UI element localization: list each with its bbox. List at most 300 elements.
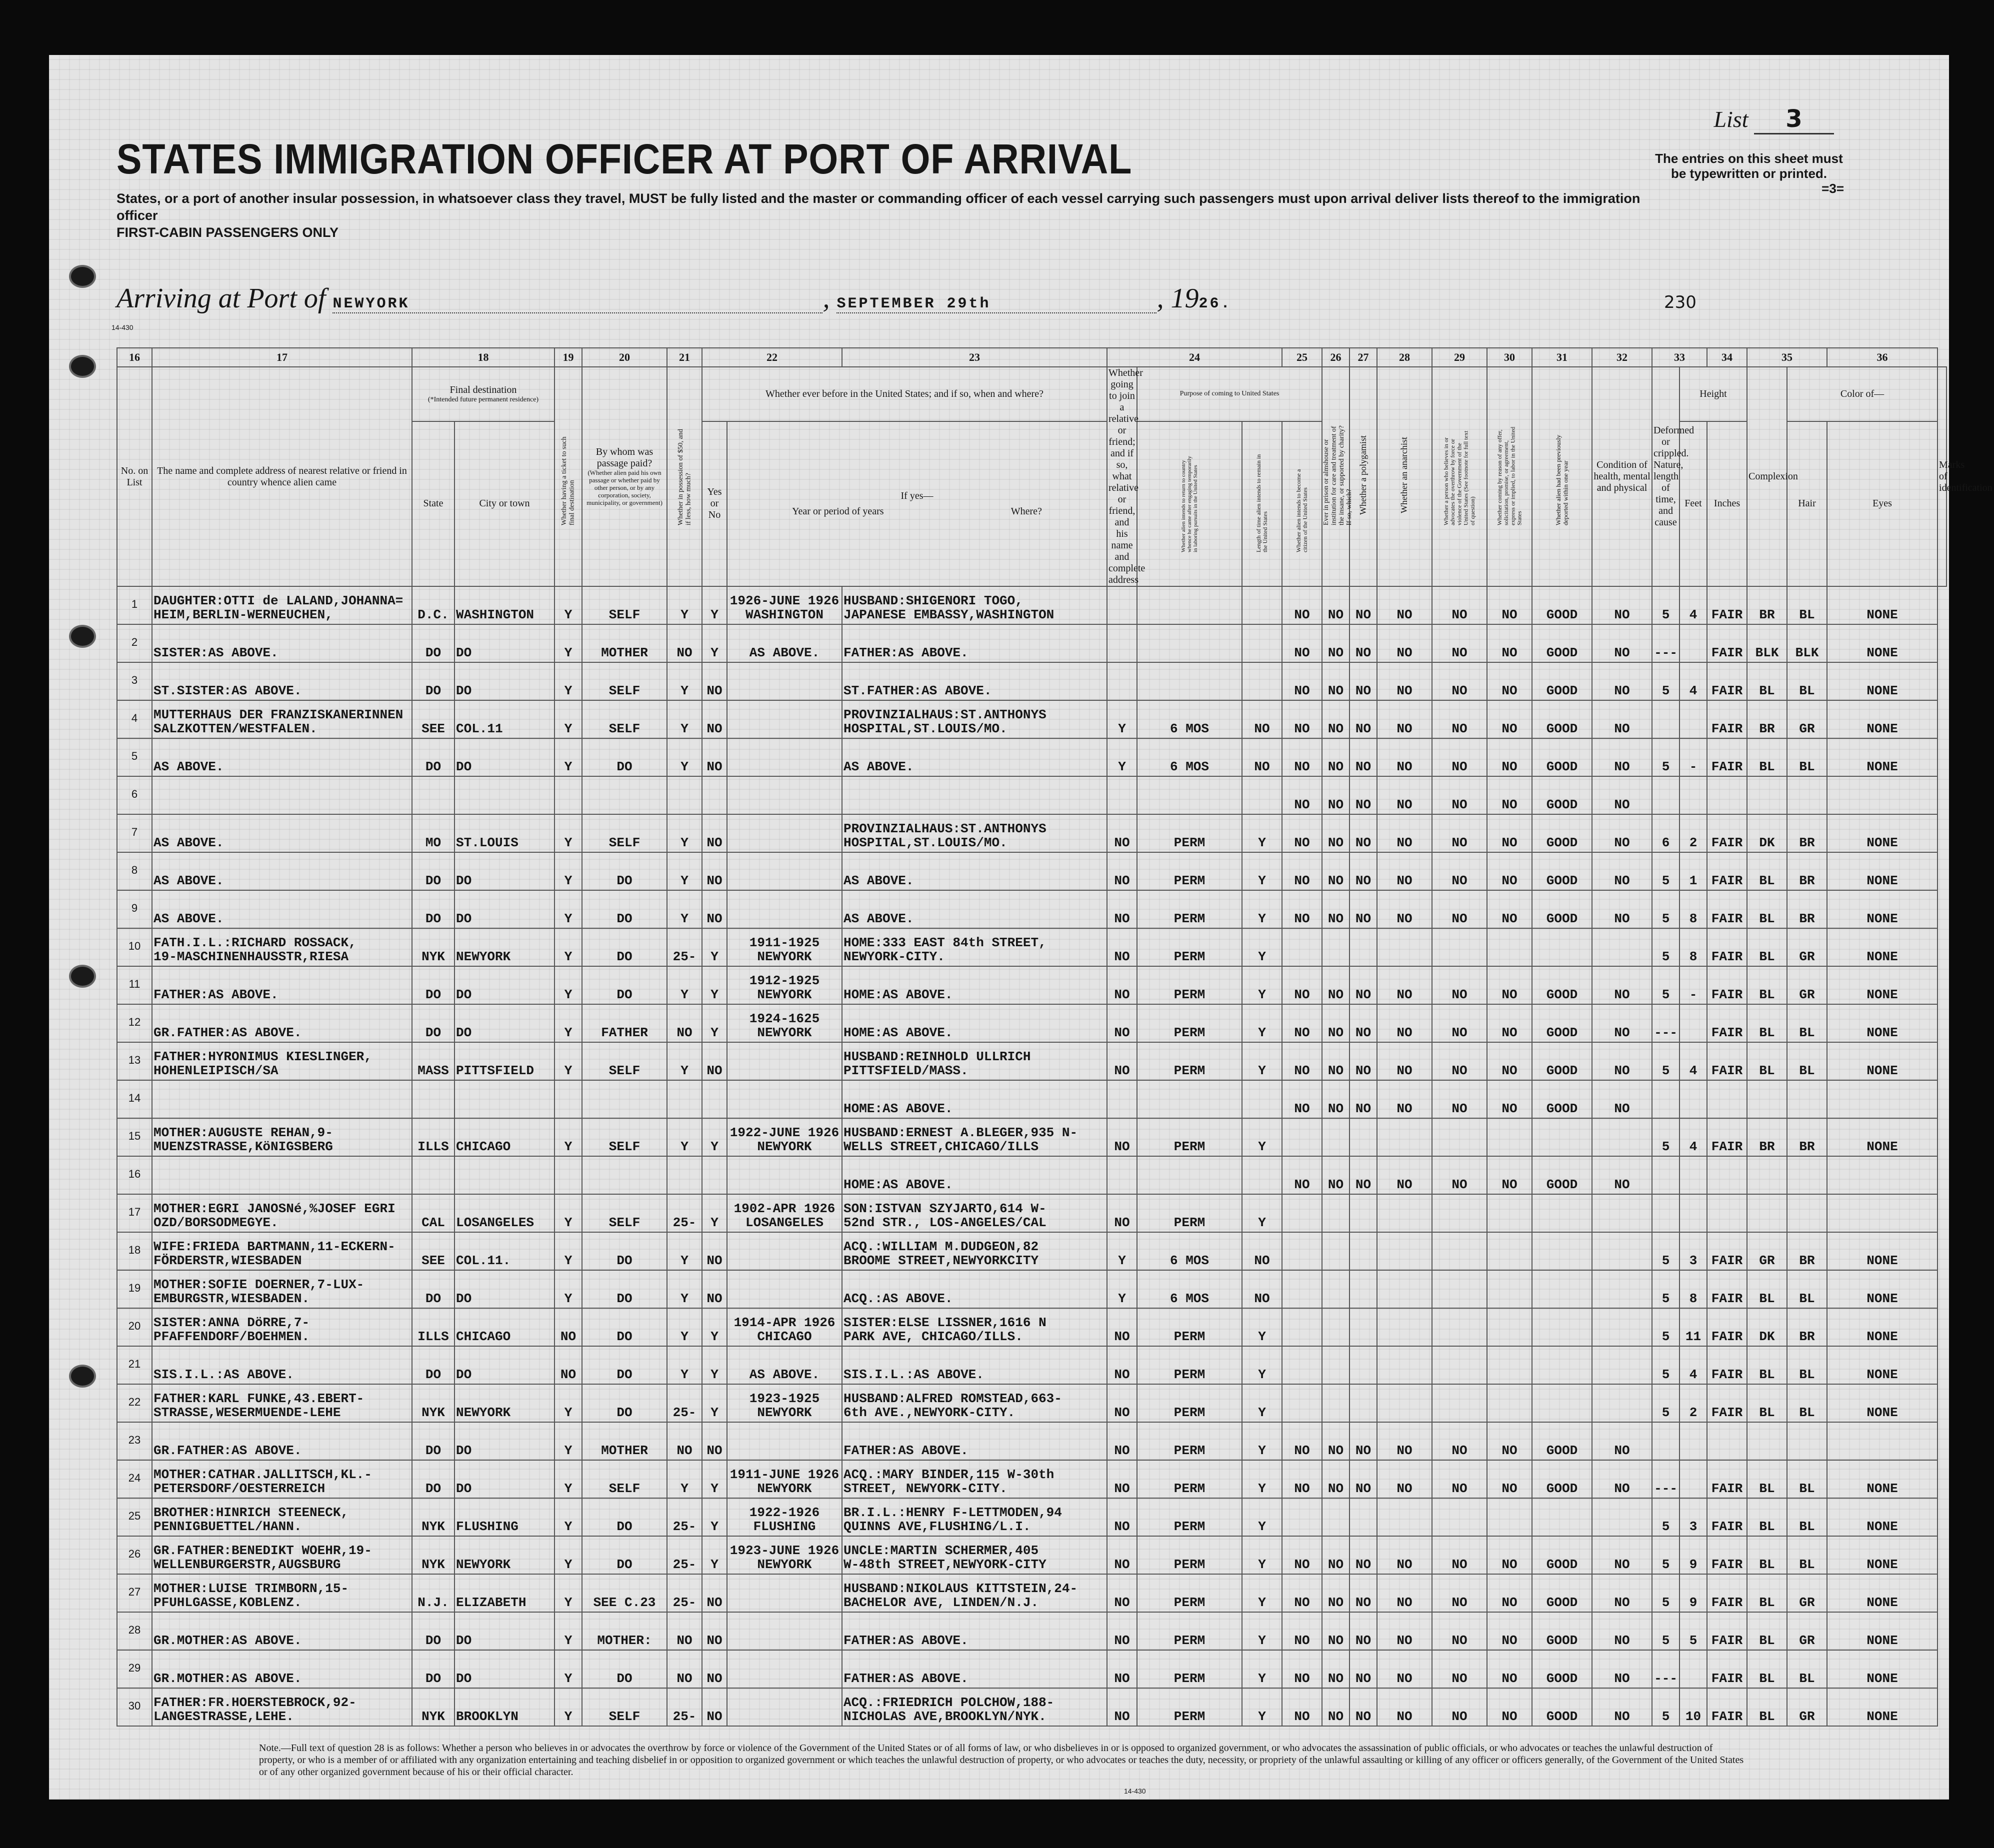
relative-cell: DAUGHTER:OTTI de LALAND,JOHANNA= HEIM,BERLIN-WERNEUCHEN, — [152, 586, 412, 624]
before-in-us-cell: Y — [702, 586, 727, 624]
years-cell — [727, 700, 842, 738]
passage-paid-cell: SELF — [582, 1042, 667, 1080]
joining-cell: ACQ.:AS ABOVE. — [842, 1270, 1107, 1308]
anarchist-cell: NO — [1350, 776, 1377, 814]
city-cell — [454, 1080, 554, 1118]
col-header-hair: Hair — [1787, 421, 1827, 586]
purpose-length-cell: PERM — [1137, 1688, 1242, 1726]
contract-header-text: Whether coming by reason of any offer, solicitation, promise, or agreement, express or implied, to labor in the United States — [1496, 426, 1523, 525]
year-period-label: Year or period of years — [792, 505, 884, 517]
years-cell — [727, 1460, 842, 1498]
col-header-purpose-citizen — [1282, 421, 1322, 586]
anarchist-cell: NO — [1350, 890, 1377, 928]
joining-cell — [842, 776, 1107, 814]
height-feet-cell: 5 — [1652, 1574, 1680, 1612]
years-cell — [727, 814, 842, 852]
relative-cell: ST.SISTER:AS ABOVE. — [152, 662, 412, 700]
height-inches-cell — [1680, 1460, 1707, 1498]
years-cell — [727, 1156, 842, 1194]
years-cell — [727, 966, 842, 1004]
deformed-cell — [1592, 1384, 1652, 1422]
contract-labor-cell: NO — [1432, 1042, 1487, 1080]
hair-cell: BR — [1747, 586, 1787, 624]
eyes-cell: BL — [1787, 738, 1827, 776]
column-number: 34 — [1707, 348, 1747, 367]
before-in-us-cell: NO — [702, 738, 727, 776]
city-cell: DO — [454, 890, 554, 928]
deformed-cell: NO — [1592, 1650, 1652, 1688]
purpose-citizen-cell: Y — [1242, 1422, 1282, 1460]
polygamist-cell: NO — [1322, 738, 1350, 776]
health-cell — [1532, 1308, 1592, 1346]
table-row — [117, 1118, 1946, 1156]
deported-cell — [1487, 1384, 1532, 1422]
contract-labor-cell: NO — [1432, 1612, 1487, 1650]
overthrow-cell: NO — [1377, 1042, 1432, 1080]
overthrow-cell: NO — [1377, 1536, 1432, 1574]
purpose-citizen-cell: Y — [1242, 1042, 1282, 1080]
row-number: 25 — [117, 1498, 152, 1536]
hair-cell: BL — [1747, 1688, 1787, 1726]
complexion-cell — [1707, 1422, 1747, 1460]
passage-paid-cell: DO — [582, 1536, 667, 1574]
ticket-cell: Y — [554, 1688, 582, 1726]
complexion-cell — [1707, 1194, 1747, 1232]
prison-cell: NO — [1282, 1612, 1322, 1650]
col-header-contract-labor — [1487, 367, 1532, 586]
height-feet-cell: 5 — [1652, 1536, 1680, 1574]
purpose-citizen-cell: Y — [1242, 852, 1282, 890]
deported-cell: NO — [1487, 738, 1532, 776]
anarchist-cell: NO — [1350, 1004, 1377, 1042]
row-number: 6 — [117, 776, 152, 814]
before-in-us-cell: NO — [702, 1574, 727, 1612]
relative-cell: BROTHER:HINRICH STEENECK, PENNIGBUETTEL/HANN. — [152, 1498, 412, 1536]
years-cell — [727, 1194, 842, 1232]
complexion-cell: FAIR — [1707, 1346, 1747, 1384]
deformed-cell — [1592, 1498, 1652, 1536]
state-cell — [412, 776, 454, 814]
marks-cell: NONE — [1827, 1042, 1938, 1080]
deformed-cell: NO — [1592, 1460, 1652, 1498]
purpose-length-cell: PERM — [1137, 1384, 1242, 1422]
table-row — [117, 1308, 1946, 1346]
prison-cell — [1282, 1384, 1322, 1422]
eyes-cell: GR — [1787, 1688, 1827, 1726]
relative-cell: AS ABOVE. — [152, 814, 412, 852]
passage-paid-cell — [582, 1080, 667, 1118]
passage-paid-cell — [582, 776, 667, 814]
health-cell: GOOD — [1532, 1574, 1592, 1612]
city-cell: DO — [454, 1460, 554, 1498]
before-in-us-cell: Y — [702, 1346, 727, 1384]
hair-cell: DK — [1747, 1308, 1787, 1346]
where-value: NEWYORK — [757, 1557, 812, 1572]
table-row — [117, 1422, 1946, 1460]
purpose-return-cell — [1107, 586, 1137, 624]
eyes-cell: BR — [1787, 852, 1827, 890]
passage-paid-cell: SELF — [582, 700, 667, 738]
col-header-relative: The name and complete address of nearest relative or friend in country whence alien came — [152, 367, 412, 586]
prison-cell — [1282, 1232, 1322, 1270]
prison-cell: NO — [1282, 1422, 1322, 1460]
purpose-length-cell: PERM — [1137, 1650, 1242, 1688]
years-cell — [727, 1346, 842, 1384]
prison-cell: NO — [1282, 966, 1322, 1004]
overthrow-cell — [1377, 1118, 1432, 1156]
height-feet-cell: 6 — [1652, 814, 1680, 852]
ticket-cell: Y — [554, 624, 582, 662]
fifty-dollars-cell: 25- — [667, 1536, 702, 1574]
complexion-cell — [1707, 1080, 1747, 1118]
complexion-cell: FAIR — [1707, 852, 1747, 890]
city-cell: ELIZABETH — [454, 1574, 554, 1612]
purpose-return-cell: NO — [1107, 890, 1137, 928]
complexion-cell: FAIR — [1707, 1308, 1747, 1346]
col-header-passage — [582, 367, 667, 586]
passage-paid-cell: SELF — [582, 1460, 667, 1498]
state-cell — [412, 1080, 454, 1118]
polygamist-cell — [1322, 1346, 1350, 1384]
health-cell: GOOD — [1532, 1422, 1592, 1460]
state-cell: DO — [412, 852, 454, 890]
contract-labor-cell: NO — [1432, 966, 1487, 1004]
joining-cell: HUSBAND:ERNEST A.BLEGER,935 N- WELLS STREET,CHICAGO/ILLS — [842, 1118, 1107, 1156]
purpose-citizen-cell: Y — [1242, 1612, 1282, 1650]
deformed-cell — [1592, 1118, 1652, 1156]
purpose-length-cell — [1137, 624, 1242, 662]
city-cell — [454, 1156, 554, 1194]
before-in-us-cell: Y — [702, 1460, 727, 1498]
joining-cell: ST.FATHER:AS ABOVE. — [842, 662, 1107, 700]
passage-paid-cell: SELF — [582, 814, 667, 852]
where-value: NEWYORK — [757, 1139, 812, 1154]
before-in-us-cell: NO — [702, 700, 727, 738]
polygamist-cell: NO — [1322, 662, 1350, 700]
ticket-cell — [554, 1080, 582, 1118]
punch-hole — [69, 625, 96, 648]
joining-cell: HOME:AS ABOVE. — [842, 1156, 1107, 1194]
col-header-polygamist — [1350, 367, 1377, 586]
anarchist-cell: NO — [1350, 1536, 1377, 1574]
eyes-cell: BR — [1787, 814, 1827, 852]
marks-cell: NONE — [1827, 1004, 1938, 1042]
complexion-cell: FAIR — [1707, 1612, 1747, 1650]
deported-cell — [1487, 1232, 1532, 1270]
column-number: 26 — [1322, 348, 1350, 367]
city-cell: COL.11 — [454, 700, 554, 738]
passage-paid-cell: DO — [582, 1270, 667, 1308]
before-in-us-cell: Y — [702, 928, 727, 966]
deported-cell: NO — [1487, 1422, 1532, 1460]
health-cell: GOOD — [1532, 624, 1592, 662]
complexion-cell — [1707, 1156, 1747, 1194]
city-cell: DO — [454, 966, 554, 1004]
prison-cell — [1282, 1270, 1322, 1308]
years-cell — [727, 1536, 842, 1574]
before-in-us-cell: NO — [702, 1422, 727, 1460]
health-cell: GOOD — [1532, 1042, 1592, 1080]
purpose-length-cell: PERM — [1137, 1536, 1242, 1574]
overthrow-cell: NO — [1377, 1460, 1432, 1498]
passage-paid-cell: MOTHER — [582, 1422, 667, 1460]
city-cell: NEWYORK — [454, 1384, 554, 1422]
purpose-length-cell: PERM — [1137, 1498, 1242, 1536]
city-cell: DO — [454, 1650, 554, 1688]
contract-labor-cell: NO — [1432, 1080, 1487, 1118]
health-cell: GOOD — [1532, 1536, 1592, 1574]
col-header-if-yes — [727, 421, 1107, 586]
where-value: FLUSHING — [753, 1519, 816, 1534]
final-destination-note: (*Intended future permanent residence) — [428, 395, 539, 403]
overthrow-cell: NO — [1377, 700, 1432, 738]
height-feet-cell — [1652, 1194, 1680, 1232]
marks-cell: NONE — [1827, 890, 1938, 928]
hair-cell: DK — [1747, 814, 1787, 852]
fifty-dollars-cell — [667, 776, 702, 814]
anarchist-cell: NO — [1350, 1612, 1377, 1650]
contract-labor-cell: NO — [1432, 662, 1487, 700]
marks-cell: NONE — [1827, 1270, 1938, 1308]
passage-paid-cell: DO — [582, 852, 667, 890]
complexion-cell: FAIR — [1707, 1688, 1747, 1726]
hair-cell: BL — [1747, 738, 1787, 776]
polygamist-cell: NO — [1322, 1156, 1350, 1194]
purpose-length-cell: PERM — [1137, 852, 1242, 890]
height-feet-cell: 5 — [1652, 662, 1680, 700]
column-number-row — [117, 348, 1946, 367]
height-feet-cell: 5 — [1652, 1042, 1680, 1080]
table-row — [117, 1004, 1946, 1042]
deformed-cell — [1592, 1308, 1652, 1346]
contract-labor-cell — [1432, 1308, 1487, 1346]
list-number-box — [1714, 105, 1834, 134]
purpose-citizen-cell: Y — [1242, 1650, 1282, 1688]
table-row — [117, 1042, 1946, 1080]
years-cell — [727, 1422, 842, 1460]
state-cell: DO — [412, 1612, 454, 1650]
before-in-us-cell: NO — [702, 814, 727, 852]
marks-cell — [1827, 1422, 1938, 1460]
ticket-cell: Y — [554, 1384, 582, 1422]
before-in-us-cell — [702, 1156, 727, 1194]
contract-labor-cell: NO — [1432, 624, 1487, 662]
deformed-cell: NO — [1592, 1688, 1652, 1726]
health-cell: GOOD — [1532, 776, 1592, 814]
hair-cell: BL — [1747, 852, 1787, 890]
fifty-dollars-cell: Y — [667, 890, 702, 928]
marks-cell: NONE — [1827, 1460, 1938, 1498]
polygamist-cell — [1322, 1232, 1350, 1270]
column-number: 20 — [582, 348, 667, 367]
relative-cell: FATHER:KARL FUNKE,43.EBERT- STRASSE,WESERMUENDE-LEHE — [152, 1384, 412, 1422]
years-cell — [727, 1004, 842, 1042]
before-in-us-cell: Y — [702, 966, 727, 1004]
prison-cell: NO — [1282, 700, 1322, 738]
prison-cell: NO — [1282, 814, 1322, 852]
overthrow-cell — [1377, 1308, 1432, 1346]
relative-cell: GR.MOTHER:AS ABOVE. — [152, 1612, 412, 1650]
column-number: 23 — [842, 348, 1107, 367]
joining-cell: HUSBAND:NIKOLAUS KITTSTEIN,24- BACHELOR AVE, LINDEN/N.J. — [842, 1574, 1107, 1612]
prison-cell: NO — [1282, 1004, 1322, 1042]
years-cell — [727, 1308, 842, 1346]
anarchist-cell: NO — [1350, 1422, 1377, 1460]
city-cell: DO — [454, 852, 554, 890]
passage-paid-cell: FATHER — [582, 1004, 667, 1042]
state-cell: DO — [412, 1004, 454, 1042]
joining-cell: HOME:AS ABOVE. — [842, 1080, 1107, 1118]
fifty-dollars-cell: Y — [667, 1232, 702, 1270]
relative-cell: MOTHER:LUISE TRIMBORN,15- PFUHLGASSE,KOBLENZ. — [152, 1574, 412, 1612]
row-number: 4 — [117, 700, 152, 738]
list-label: List — [1714, 106, 1748, 132]
complexion-cell: FAIR — [1707, 1574, 1747, 1612]
joining-cell: HOME:333 EAST 84th STREET, NEWYORK-CITY. — [842, 928, 1107, 966]
anarchist-cell — [1350, 1194, 1377, 1232]
table-row — [117, 1194, 1946, 1232]
deformed-cell: NO — [1592, 1042, 1652, 1080]
contract-labor-cell: NO — [1432, 586, 1487, 624]
eyes-cell — [1787, 1422, 1827, 1460]
city-cell: DO — [454, 1422, 554, 1460]
passage-paid-cell: SELF — [582, 1118, 667, 1156]
relative-cell: MOTHER:AUGUSTE REHAN,9- MUENZSTRASSE,KöNIGSBERG — [152, 1118, 412, 1156]
height-inches-cell: 10 — [1680, 1688, 1707, 1726]
fifty-dollars-cell: NO — [667, 1650, 702, 1688]
row-number: 14 — [117, 1080, 152, 1118]
relative-cell — [152, 1156, 412, 1194]
list-number: 3 — [1754, 105, 1834, 134]
contract-labor-cell — [1432, 1194, 1487, 1232]
deported-cell: NO — [1487, 1574, 1532, 1612]
prison-cell: NO — [1282, 1156, 1322, 1194]
years-cell — [727, 1042, 842, 1080]
joining-cell: ACQ.:WILLIAM M.DUDGEON,82 BROOME STREET,NEWYORKCITY — [842, 1232, 1107, 1270]
table-row — [117, 1650, 1946, 1688]
height-inches-cell: 2 — [1680, 814, 1707, 852]
col-header-prison — [1322, 367, 1354, 586]
purpose-length-text: Length of time alien intends to remain in the United States — [1254, 454, 1268, 552]
where-value: LOSANGELES — [745, 1215, 824, 1230]
years-cell — [727, 928, 842, 966]
footnote: Note.—Full text of question 28 is as follows: Whether a person who believes in or advocates the overthrow by force or violence of the Government of the United States or of all forms of law, or who disbelieves in or is opposed to organized government, or who advocates the assassination of public officials, or who advocates or teaches the unlawful destruction of property, or who is a member of or affiliated with any organization entertaining and teaching disbelief in or opposition to organized government or which teaches the unlawful destruction of property, or who advocates or teaches the duty, necessity, or propriety of the unlawful assaulting or killing of any officer or officers generally, of the Government of the United States or of any other organized government because of his or their official character. — [259, 1743, 1744, 1778]
col-header-yes-no: Yes or No — [702, 421, 727, 586]
fifty-dollars-cell: NO — [667, 1612, 702, 1650]
deformed-cell — [1592, 1232, 1652, 1270]
joining-cell: FATHER:AS ABOVE. — [842, 1422, 1107, 1460]
row-number: 12 — [117, 1004, 152, 1042]
joining-cell: PROVINZIALHAUS:ST.ANTHONYS HOSPITAL,ST.LOUIS/MO. — [842, 700, 1107, 738]
polygamist-cell: NO — [1322, 1688, 1350, 1726]
hair-cell: BL — [1747, 1498, 1787, 1536]
punch-hole — [69, 355, 96, 378]
relative-cell: MUTTERHAUS DER FRANZISKANERINNEN SALZKOTTEN/WESTFALEN. — [152, 700, 412, 738]
row-number: 1 — [117, 586, 152, 624]
anarchist-cell: NO — [1350, 624, 1377, 662]
hair-cell: BL — [1747, 1536, 1787, 1574]
ticket-cell: Y — [554, 890, 582, 928]
deported-header-text: Whether alien had been previously deported within one year — [1554, 434, 1570, 525]
prison-cell: NO — [1282, 1460, 1322, 1498]
contract-labor-cell: NO — [1432, 1422, 1487, 1460]
anarchist-cell — [1350, 1232, 1377, 1270]
marks-cell: NONE — [1827, 700, 1938, 738]
ticket-cell: Y — [554, 738, 582, 776]
contract-labor-cell: NO — [1432, 1688, 1487, 1726]
marks-cell: NONE — [1827, 738, 1938, 776]
ticket-cell: Y — [554, 966, 582, 1004]
height-feet-cell: 5 — [1652, 1270, 1680, 1308]
joining-cell: SISTER:ELSE LISSNER,1616 N PARK AVE, CHICAGO/ILLS. — [842, 1308, 1107, 1346]
overthrow-cell — [1377, 1384, 1432, 1422]
city-cell: CHICAGO — [454, 1118, 554, 1156]
purpose-length-cell: 6 MOS — [1137, 1232, 1242, 1270]
purpose-length-cell: PERM — [1137, 1612, 1242, 1650]
joining-cell: AS ABOVE. — [842, 852, 1107, 890]
prison-cell: NO — [1282, 776, 1322, 814]
eyes-cell: BL — [1787, 1384, 1827, 1422]
polygamist-header-text: Whether a polygamist — [1358, 435, 1368, 515]
purpose-citizen-cell — [1242, 1080, 1282, 1118]
form-code: 14-430 — [112, 323, 134, 331]
health-cell — [1532, 1194, 1592, 1232]
before-in-us-cell: Y — [702, 1384, 727, 1422]
ticket-cell: Y — [554, 1118, 582, 1156]
polygamist-cell: NO — [1322, 814, 1350, 852]
hair-cell: BL — [1747, 1650, 1787, 1688]
subtitle-line: FIRST-CABIN PASSENGERS ONLY — [116, 225, 339, 240]
marks-cell: NONE — [1827, 1346, 1938, 1384]
height-inches-cell — [1680, 1080, 1707, 1118]
health-cell — [1532, 1270, 1592, 1308]
complexion-cell: FAIR — [1707, 966, 1747, 1004]
fifty-dollars-cell: Y — [667, 852, 702, 890]
height-inches-cell: 9 — [1680, 1536, 1707, 1574]
anarchist-cell: NO — [1350, 1688, 1377, 1726]
anarchist-cell — [1350, 1384, 1377, 1422]
height-inches-cell: 8 — [1680, 1270, 1707, 1308]
purpose-citizen-cell — [1242, 776, 1282, 814]
purpose-return-cell: Y — [1107, 700, 1137, 738]
complexion-cell: FAIR — [1707, 1004, 1747, 1042]
polygamist-cell — [1322, 1270, 1350, 1308]
years-cell — [727, 776, 842, 814]
deformed-cell: NO — [1592, 1574, 1652, 1612]
where-value: WASHINGTON — [745, 607, 824, 622]
overthrow-cell: NO — [1377, 890, 1432, 928]
deported-cell: NO — [1487, 662, 1532, 700]
col-header-no: No. on List — [117, 367, 152, 586]
deformed-cell: NO — [1592, 1422, 1652, 1460]
hair-cell: BL — [1747, 890, 1787, 928]
contract-labor-cell: NO — [1432, 1574, 1487, 1612]
prison-cell: NO — [1282, 1688, 1322, 1726]
hair-cell: BL — [1747, 1004, 1787, 1042]
anarchist-cell — [1350, 1118, 1377, 1156]
col-header-marks: Marks of identification — [1938, 367, 1946, 586]
col-header-before-in-us: Whether ever before in the United States; and if so, when and where? — [702, 367, 1107, 421]
years-value: 1924-1625 — [749, 1011, 820, 1026]
health-cell — [1532, 1498, 1592, 1536]
years-value: AS ABOVE. — [749, 645, 820, 660]
purpose-return-cell — [1107, 1080, 1137, 1118]
prison-cell: NO — [1282, 1650, 1322, 1688]
fifty-dollars-cell: Y — [667, 1346, 702, 1384]
prison-cell — [1282, 1346, 1322, 1384]
purpose-return-cell: Y — [1107, 1232, 1137, 1270]
city-cell: DO — [454, 1004, 554, 1042]
